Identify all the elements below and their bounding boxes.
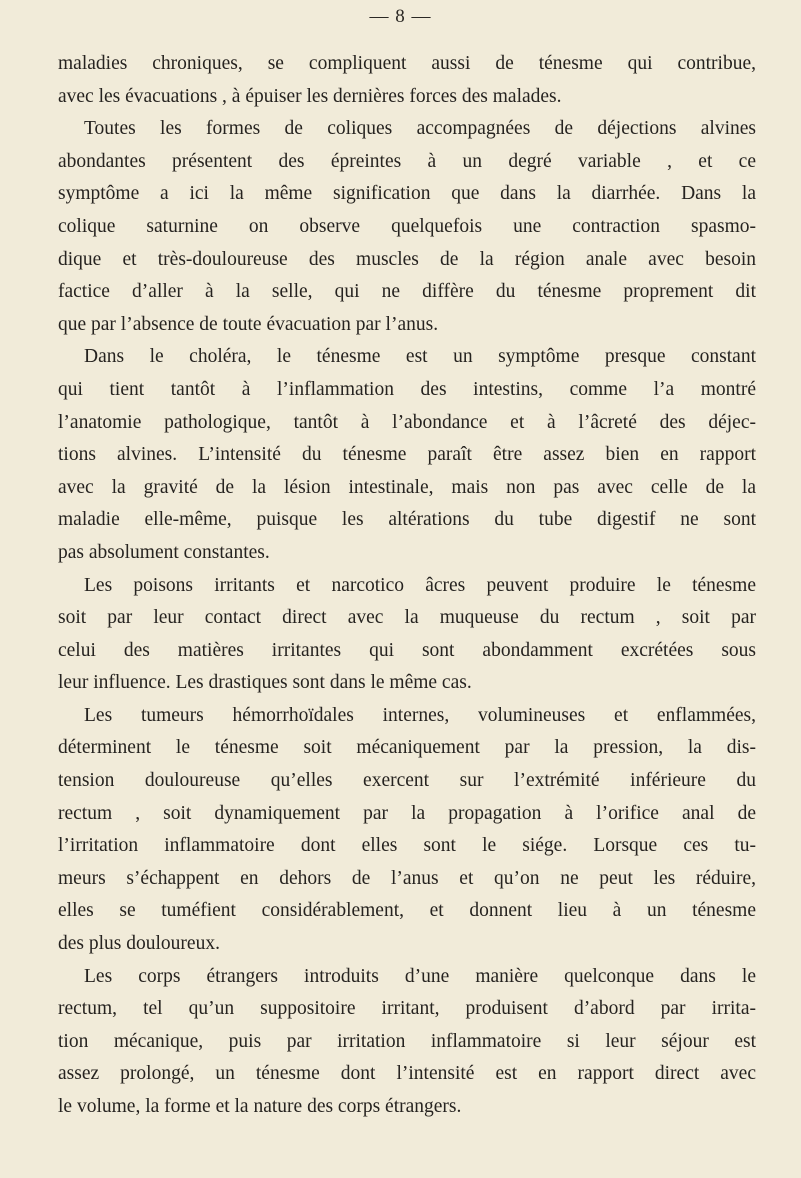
text-line: déterminent le ténesme soit mécaniquement par la pression, la dis- [58, 737, 756, 759]
text-line: assez prolongé, un ténesme dont l’intensité est en rapport direct avec [58, 1063, 756, 1085]
text-line: tion mécanique, puis par irritation inflammatoire si leur séjour est [58, 1030, 756, 1052]
text-line: l’irritation inflammatoire dont elles sont le siége. Lorsque ces tu- [58, 835, 756, 857]
body-text [58, 48, 756, 1124]
text-line: soit par leur contact direct avec la muqueuse du rectum , soit par [58, 607, 756, 629]
text-line: le volume, la forme et la nature des corps étrangers. [58, 1096, 462, 1117]
text-line: Les corps étrangers introduits d’une manière quelconque dans le [84, 965, 756, 987]
text-line: factice d’aller à la selle, qui ne diffère du ténesme proprement dit [58, 281, 756, 303]
text-line: rectum, tel qu’un suppositoire irritant, produisent d’abord par irrita- [58, 998, 756, 1020]
page-number: — 8 — [369, 6, 432, 27]
text-line: elles se tuméfient considérablement, et donnent lieu à un ténesme [58, 900, 756, 922]
text-line: rectum , soit dynamiquement par la propagation à l’orifice anal de [58, 802, 756, 824]
text-line: pas absolument constantes. [58, 541, 270, 563]
text-line: Toutes les formes de coliques accompagnées de déjections alvines [84, 118, 756, 140]
text-line: tension douloureuse qu’elles exercent sur l’extrémité inférieure du [58, 770, 756, 792]
text-line: abondantes présentent des épreintes à un degré variable , et ce [58, 150, 756, 172]
text-line: leur influence. Les drastiques sont dans le même cas. [58, 672, 472, 694]
text-line: dique et très-douloureuse des muscles de la région anale avec besoin [58, 248, 756, 270]
text-line: avec la gravité de la lésion intestinale, mais non pas avec celle de la [58, 476, 756, 498]
text-line: maladie elle-même, puisque les altérations du tube digestif ne sont [58, 509, 756, 531]
text-line: Dans le choléra, le ténesme est un symptôme presque constant [84, 346, 756, 368]
text-line: symptôme a ici la même signification que dans la diarrhée. Dans la [58, 183, 756, 205]
text-line: colique saturnine on observe quelquefois une contraction spasmo- [58, 215, 756, 237]
text-line: Les tumeurs hémorrhoïdales internes, volumineuses et enflammées, [84, 704, 756, 726]
text-line: meurs s’échappent en dehors de l’anus et qu’on ne peut les réduire, [58, 867, 756, 889]
text-line: l’anatomie pathologique, tantôt à l’abondance et à l’âcreté des déjec- [58, 411, 756, 433]
text-line: tions alvines. L’intensité du ténesme paraît être assez bien en rapport [58, 444, 756, 466]
text-line: maladies chroniques, se compliquent aussi de ténesme qui contribue, [58, 53, 756, 74]
text-line: avec les évacuations , à épuiser les dernières forces des malades. [58, 85, 562, 107]
text-line: des plus douloureux. [58, 933, 220, 955]
text-line: que par l’absence de toute évacuation par l’anus. [58, 313, 439, 335]
text-line: Les poisons irritants et narcotico âcres peuvent produire le ténesme [84, 574, 756, 596]
text-line: qui tient tantôt à l’inflammation des intestins, comme l’a montré [58, 378, 756, 400]
text-line: celui des matières irritantes qui sont abondamment excrétées sous [58, 639, 756, 661]
